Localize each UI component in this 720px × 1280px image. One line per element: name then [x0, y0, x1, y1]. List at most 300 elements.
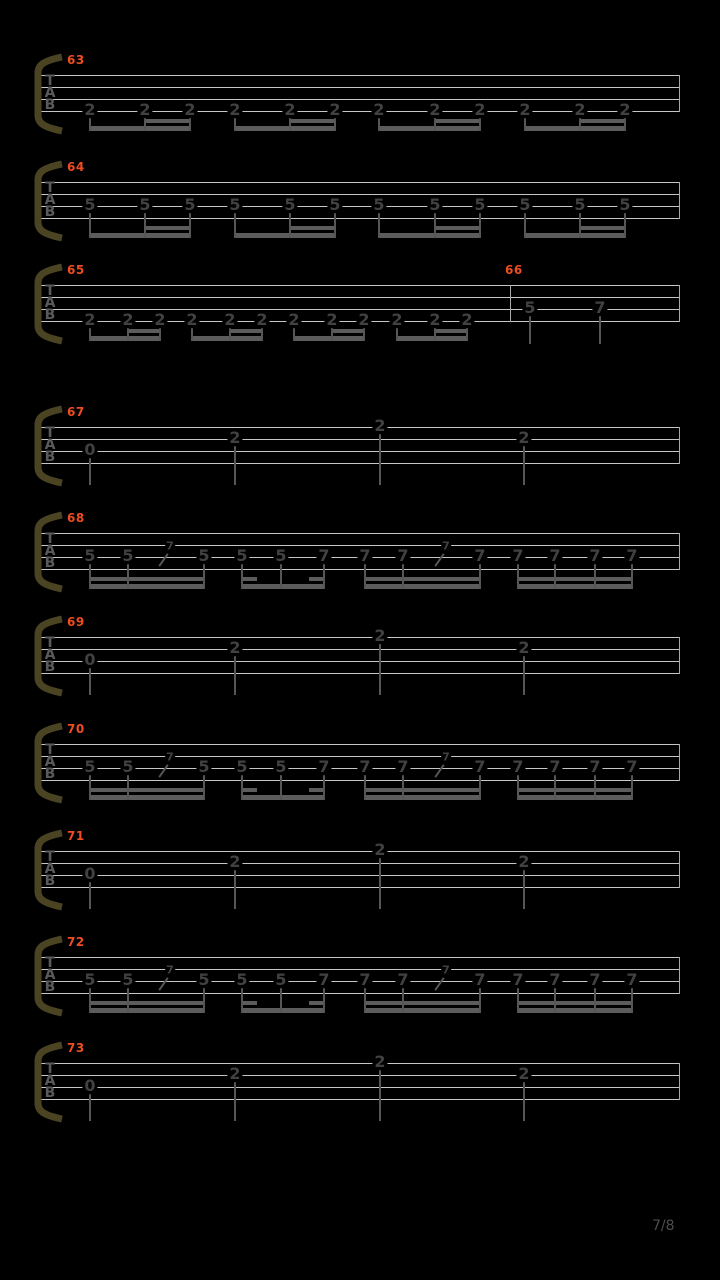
beam: [524, 126, 626, 131]
stem: [89, 562, 91, 589]
stem: [524, 211, 526, 238]
staff-line: [40, 427, 680, 428]
tab-note[interactable]: 2: [429, 310, 441, 330]
beam: [89, 577, 205, 581]
tab-note[interactable]: 7: [626, 546, 638, 566]
tab-note[interactable]: 2: [186, 310, 198, 330]
staff-line: [40, 297, 680, 298]
slide-slash-icon: [158, 764, 168, 777]
tab-note[interactable]: 2: [229, 1064, 241, 1084]
staff-line: [40, 533, 680, 534]
staff-line: [40, 875, 680, 876]
tab-note[interactable]: 2: [139, 100, 151, 120]
tab-note[interactable]: 2: [84, 310, 96, 330]
tab-note[interactable]: 5: [198, 546, 210, 566]
tab-note[interactable]: 0: [84, 440, 96, 460]
tab-note[interactable]: 7: [359, 970, 371, 990]
beam: [364, 1008, 481, 1013]
tab-note[interactable]: 5: [139, 195, 151, 215]
tab-note[interactable]: 5: [275, 970, 287, 990]
staff-line: [40, 780, 680, 781]
staff-line: [40, 285, 680, 286]
beam: [191, 336, 263, 341]
tab-note[interactable]: 2: [154, 310, 166, 330]
tab-note[interactable]: 5: [284, 195, 296, 215]
stem: [234, 211, 236, 238]
beam: [378, 233, 481, 238]
beam: [434, 226, 481, 230]
stem: [554, 773, 556, 800]
staff-line: [40, 218, 680, 219]
tab-note[interactable]: 2: [518, 852, 530, 872]
tab-note[interactable]: 7: [589, 970, 601, 990]
staff-line: [40, 993, 680, 994]
beam: [579, 119, 626, 123]
stem: [234, 868, 236, 909]
stem: [523, 654, 525, 695]
beam: [241, 577, 257, 581]
beam: [517, 1008, 633, 1013]
clef-letter-T: T: [45, 283, 55, 299]
beam: [364, 584, 481, 589]
slide-slash-icon: [434, 977, 444, 990]
barline: [679, 1063, 680, 1100]
measure-number: 72: [67, 935, 85, 949]
stem: [280, 986, 282, 1013]
tab-note[interactable]: 2: [373, 100, 385, 120]
tab-note[interactable]: 7: [512, 757, 524, 777]
beam: [89, 336, 161, 341]
beam: [378, 126, 481, 131]
stem: [364, 562, 366, 589]
barline: [510, 285, 511, 322]
tab-note[interactable]: 5: [519, 195, 531, 215]
stem: [203, 986, 205, 1013]
grace-note[interactable]: 7: [166, 750, 174, 764]
tab-note[interactable]: 2: [518, 638, 530, 658]
tab-note[interactable]: 2: [474, 100, 486, 120]
measure-number: 70: [67, 722, 85, 736]
tab-note[interactable]: 5: [574, 195, 586, 215]
stem: [127, 986, 129, 1013]
slide-slash-icon: [434, 764, 444, 777]
clef-letter-T: T: [45, 635, 55, 651]
tab-note[interactable]: 2: [374, 1052, 386, 1072]
stem: [523, 1080, 525, 1121]
tab-note[interactable]: 2: [374, 626, 386, 646]
tab-note[interactable]: 5: [619, 195, 631, 215]
staff-line: [40, 661, 680, 662]
grace-note[interactable]: 7: [166, 539, 174, 553]
measure-number: 73: [67, 1041, 85, 1055]
barline: [679, 75, 680, 112]
tab-note[interactable]: 7: [359, 757, 371, 777]
barline: [679, 851, 680, 888]
stem: [379, 642, 381, 695]
tab-note[interactable]: 7: [549, 546, 561, 566]
tab-note[interactable]: 2: [619, 100, 631, 120]
beam: [517, 788, 633, 792]
stem: [523, 868, 525, 909]
stem: [89, 666, 91, 695]
clef-letter-T: T: [45, 425, 55, 441]
clef-letter-A: A: [44, 1073, 56, 1089]
staff-line: [40, 673, 680, 674]
clef-letter-A: A: [44, 543, 56, 559]
staff-line: [40, 1075, 680, 1076]
clef-letter-B: B: [44, 979, 56, 995]
tab-note[interactable]: 2: [284, 100, 296, 120]
staff-line: [40, 439, 680, 440]
beam: [364, 577, 481, 581]
clef-letter-B: B: [44, 873, 56, 889]
clef-letter-T: T: [45, 742, 55, 758]
page-indicator: 7/8: [652, 1218, 675, 1234]
clef-letter-T: T: [45, 1061, 55, 1077]
tab-note[interactable]: 5: [84, 757, 96, 777]
clef-letter-T: T: [45, 955, 55, 971]
stem: [379, 432, 381, 485]
stem: [479, 562, 481, 589]
tab-note[interactable]: 2: [288, 310, 300, 330]
measure-number: 66: [505, 263, 523, 277]
staff-line: [40, 863, 680, 864]
tab-note[interactable]: 5: [229, 195, 241, 215]
beam: [89, 1008, 205, 1013]
measure-number: 63: [67, 53, 85, 67]
staff-line: [40, 569, 680, 570]
tab-note[interactable]: 2: [229, 428, 241, 448]
beam: [293, 336, 365, 341]
measure-number: 69: [67, 615, 85, 629]
stem: [289, 211, 291, 238]
tab-note[interactable]: 7: [512, 970, 524, 990]
stem: [529, 314, 531, 344]
stem: [554, 562, 556, 589]
clef-letter-A: A: [44, 192, 56, 208]
stem: [364, 986, 366, 1013]
measure-number: 67: [67, 405, 85, 419]
stem: [434, 211, 436, 238]
tab-note[interactable]: 2: [391, 310, 403, 330]
tab-note[interactable]: 2: [326, 310, 338, 330]
beam: [289, 226, 336, 230]
clef-letter-B: B: [44, 449, 56, 465]
tab-note[interactable]: 5: [275, 757, 287, 777]
stem: [203, 773, 205, 800]
tab-note[interactable]: 7: [397, 757, 409, 777]
tab-note[interactable]: 5: [84, 195, 96, 215]
tab-note[interactable]: 2: [519, 100, 531, 120]
tab-note[interactable]: 5: [474, 195, 486, 215]
stem: [280, 562, 282, 589]
stem: [89, 773, 91, 800]
tab-note[interactable]: 2: [518, 428, 530, 448]
beam: [144, 226, 191, 230]
staff-line: [40, 649, 680, 650]
staff-line: [40, 463, 680, 464]
tab-note[interactable]: 0: [84, 650, 96, 670]
tab-note[interactable]: 7: [549, 970, 561, 990]
beam: [241, 1001, 257, 1005]
stem: [234, 444, 236, 485]
tab-note[interactable]: 7: [474, 757, 486, 777]
clef-letter-A: A: [44, 437, 56, 453]
stem: [402, 986, 404, 1013]
stem: [241, 773, 243, 800]
clef-letter-A: A: [44, 754, 56, 770]
tab-note[interactable]: 5: [236, 757, 248, 777]
stem: [189, 211, 191, 238]
clef-letter-B: B: [44, 555, 56, 571]
clef-letter-A: A: [44, 295, 56, 311]
stem: [517, 986, 519, 1013]
clef-letter-B: B: [44, 307, 56, 323]
stem: [523, 444, 525, 485]
clef-letter-A: A: [44, 967, 56, 983]
beam: [234, 126, 336, 131]
beam: [517, 584, 633, 589]
stem: [402, 773, 404, 800]
stem: [379, 1068, 381, 1121]
clef-letter-T: T: [45, 180, 55, 196]
tab-note[interactable]: 2: [184, 100, 196, 120]
stem: [594, 562, 596, 589]
tab-note[interactable]: 5: [84, 546, 96, 566]
beam: [241, 584, 325, 589]
measure-number: 71: [67, 829, 85, 843]
beam: [517, 1001, 633, 1005]
grace-note[interactable]: 7: [442, 539, 450, 553]
beam: [89, 1001, 205, 1005]
tab-note[interactable]: 2: [84, 100, 96, 120]
stem: [594, 773, 596, 800]
stem: [323, 986, 325, 1013]
stem: [579, 211, 581, 238]
stem: [517, 562, 519, 589]
barline: [679, 744, 680, 781]
stem: [479, 773, 481, 800]
stem: [127, 773, 129, 800]
stem: [364, 773, 366, 800]
beam: [517, 795, 633, 800]
staff-line: [40, 957, 680, 958]
stem: [378, 211, 380, 238]
beam: [434, 119, 481, 123]
beam: [524, 233, 626, 238]
barline: [679, 285, 680, 322]
tab-note[interactable]: 7: [397, 546, 409, 566]
stem: [402, 562, 404, 589]
clef-letter-T: T: [45, 849, 55, 865]
clef-letter-T: T: [45, 531, 55, 547]
beam: [289, 119, 336, 123]
staff-line: [40, 75, 680, 76]
tab-note[interactable]: 7: [512, 546, 524, 566]
tab-note[interactable]: 7: [589, 757, 601, 777]
staff-line: [40, 1087, 680, 1088]
tab-note[interactable]: 7: [474, 546, 486, 566]
barline: [679, 637, 680, 674]
tab-note[interactable]: 5: [198, 970, 210, 990]
barline: [679, 182, 680, 219]
stem: [280, 773, 282, 800]
measure-number: 64: [67, 160, 85, 174]
staff-line: [40, 182, 680, 183]
slide-slash-icon: [434, 553, 444, 566]
measure-number: 68: [67, 511, 85, 525]
tab-note[interactable]: 5: [275, 546, 287, 566]
barline: [679, 427, 680, 464]
stem: [631, 773, 633, 800]
staff-line: [40, 744, 680, 745]
staff-line: [40, 851, 680, 852]
beam: [89, 233, 191, 238]
tab-note[interactable]: 2: [518, 1064, 530, 1084]
clef-letter-T: T: [45, 73, 55, 89]
beam: [89, 795, 205, 800]
stem: [89, 880, 91, 909]
tab-note[interactable]: 5: [122, 546, 134, 566]
stem: [127, 562, 129, 589]
tab-note[interactable]: 2: [358, 310, 370, 330]
barline: [679, 957, 680, 994]
beam: [241, 795, 325, 800]
clef-letter-B: B: [44, 1085, 56, 1101]
tab-note[interactable]: 7: [318, 970, 330, 990]
beam: [364, 1001, 481, 1005]
beam: [241, 788, 257, 792]
stem: [241, 986, 243, 1013]
tab-note[interactable]: 2: [461, 310, 473, 330]
measure-number: 65: [67, 263, 85, 277]
tab-note[interactable]: 7: [359, 546, 371, 566]
tab-note[interactable]: 2: [574, 100, 586, 120]
beam: [241, 1008, 325, 1013]
beam: [234, 233, 336, 238]
tab-note[interactable]: 0: [84, 864, 96, 884]
grace-note[interactable]: 7: [166, 963, 174, 977]
beam: [331, 329, 365, 333]
staff-line: [40, 87, 680, 88]
tab-note[interactable]: 2: [122, 310, 134, 330]
stem: [599, 314, 601, 344]
stem: [144, 211, 146, 238]
tab-note[interactable]: 7: [318, 546, 330, 566]
beam: [364, 795, 481, 800]
tab-note[interactable]: 7: [589, 546, 601, 566]
tab-note[interactable]: 5: [524, 298, 536, 318]
stem: [479, 211, 481, 238]
tab-note[interactable]: 5: [184, 195, 196, 215]
beam: [229, 329, 263, 333]
clef-letter-A: A: [44, 85, 56, 101]
stem: [323, 773, 325, 800]
staff-line: [40, 637, 680, 638]
tab-note[interactable]: 2: [229, 638, 241, 658]
stem: [89, 1092, 91, 1121]
staff-line: [40, 451, 680, 452]
clef-letter-A: A: [44, 647, 56, 663]
tab-note[interactable]: 5: [373, 195, 385, 215]
stem: [379, 856, 381, 909]
tab-note[interactable]: 7: [626, 970, 638, 990]
tab-note[interactable]: 2: [229, 852, 241, 872]
clef-letter-B: B: [44, 97, 56, 113]
stem: [479, 986, 481, 1013]
stem: [517, 773, 519, 800]
tab-note[interactable]: 2: [256, 310, 268, 330]
tab-note[interactable]: 5: [329, 195, 341, 215]
stem: [624, 211, 626, 238]
tab-note[interactable]: 0: [84, 1076, 96, 1096]
tab-note[interactable]: 5: [84, 970, 96, 990]
tab-note[interactable]: 5: [198, 757, 210, 777]
stem: [554, 986, 556, 1013]
tab-note[interactable]: 7: [594, 298, 606, 318]
grace-note[interactable]: 7: [442, 750, 450, 764]
stem: [234, 1080, 236, 1121]
tab-note[interactable]: 2: [329, 100, 341, 120]
stem: [323, 562, 325, 589]
tab-note[interactable]: 2: [229, 100, 241, 120]
tab-note[interactable]: 7: [397, 970, 409, 990]
tab-note[interactable]: 2: [224, 310, 236, 330]
tab-note[interactable]: 7: [474, 970, 486, 990]
barline: [679, 533, 680, 570]
tab-note[interactable]: 7: [549, 757, 561, 777]
staff-line: [40, 1063, 680, 1064]
stem: [89, 211, 91, 238]
staff-line: [40, 1099, 680, 1100]
stem: [631, 562, 633, 589]
tab-note[interactable]: 7: [318, 757, 330, 777]
clef-letter-B: B: [44, 204, 56, 220]
beam: [89, 788, 205, 792]
beam: [364, 788, 481, 792]
stem: [241, 562, 243, 589]
grace-note[interactable]: 7: [442, 963, 450, 977]
beam: [434, 329, 468, 333]
stem: [594, 986, 596, 1013]
tab-note[interactable]: 2: [374, 416, 386, 436]
stem: [89, 986, 91, 1013]
tab-note[interactable]: 5: [236, 970, 248, 990]
clef-letter-A: A: [44, 861, 56, 877]
beam: [579, 226, 626, 230]
tab-note[interactable]: 5: [122, 970, 134, 990]
clef-letter-B: B: [44, 659, 56, 675]
beam: [127, 329, 161, 333]
tab-note[interactable]: 5: [236, 546, 248, 566]
tab-note[interactable]: 2: [374, 840, 386, 860]
beam: [89, 126, 191, 131]
stem: [203, 562, 205, 589]
slide-slash-icon: [158, 553, 168, 566]
tab-note[interactable]: 5: [122, 757, 134, 777]
stem: [334, 211, 336, 238]
stem: [234, 654, 236, 695]
staff-line: [40, 887, 680, 888]
stem: [631, 986, 633, 1013]
tab-note[interactable]: 7: [626, 757, 638, 777]
beam: [89, 584, 205, 589]
clef-letter-B: B: [44, 766, 56, 782]
slide-slash-icon: [158, 977, 168, 990]
tab-note[interactable]: 5: [429, 195, 441, 215]
beam: [396, 336, 468, 341]
tab-note[interactable]: 2: [429, 100, 441, 120]
